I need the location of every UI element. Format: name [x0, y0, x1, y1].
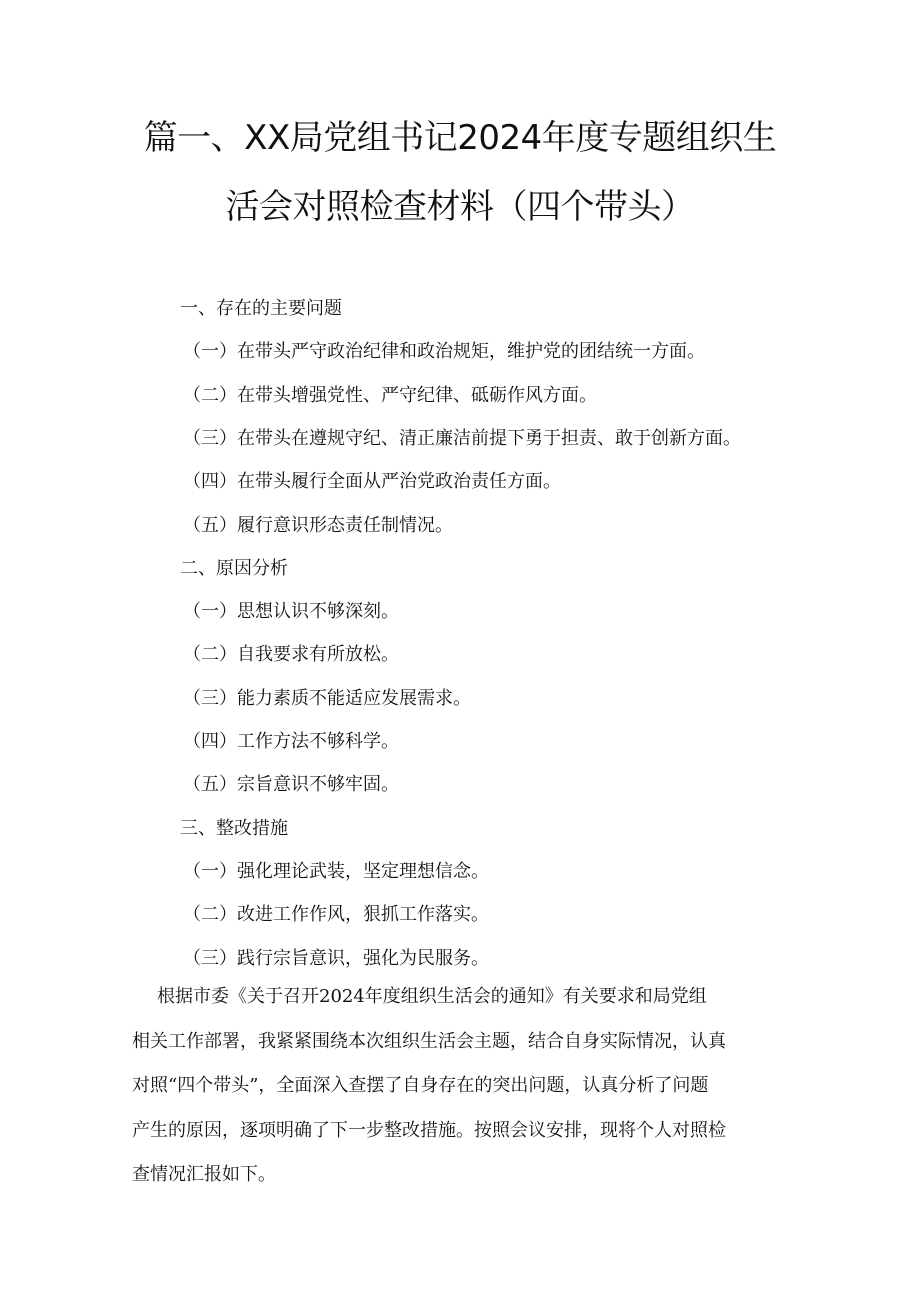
outline-item: （四）工作方法不够科学。 [183, 731, 399, 752]
paragraph-line: 产生的原因，逐项明确了下一步整改措施。按照会议安排，现将个人对照检 [132, 1119, 726, 1141]
paragraph-line: 根据市委《关于召开2024年度组织生活会的通知》有关要求和局党组 [121, 986, 707, 1007]
outline-item: （三）在带头在遵规守纪、清正廉洁前提下勇于担责、敢于创新方面。 [183, 427, 741, 449]
section-heading: 一、存在的主要问题 [180, 298, 342, 319]
document-title-line-2: 活会对照检查材料（四个带头） [225, 187, 695, 227]
paragraph-line: 相关工作部署，我紧紧围绕本次组织生活会主题，结合自身实际情况，认真 [132, 1030, 726, 1052]
outline-item: （二）自我要求有所放松。 [183, 644, 399, 666]
outline-item: （一）思想认识不够深刻。 [183, 601, 399, 623]
document-title-line-1: 篇一、XX局党组书记2024年度专题组织生 [143, 118, 777, 158]
section-heading: 三、整改措施 [180, 817, 288, 839]
outline-item: （三）能力素质不能适应发展需求。 [183, 687, 471, 709]
outline-item: （三）践行宗旨意识，强化为民服务。 [183, 947, 489, 969]
outline-item: （五）履行意识形态责任制情况。 [183, 514, 453, 536]
paragraph-line: 查情况汇报如下。 [132, 1164, 276, 1185]
outline-item: （二）在带头增强党性、严守纪律、砥砺作风方面。 [183, 384, 597, 406]
outline-item: （二）改进工作作风，狠抓工作落实。 [183, 904, 489, 926]
paragraph-line: 对照“四个带头”，全面深入查摆了自身存在的突出问题，认真分析了问题 [132, 1075, 709, 1096]
outline-item: （四）在带头履行全面从严治党政治责任方面。 [183, 471, 561, 493]
section-heading: 二、原因分析 [180, 557, 288, 579]
outline-item: （五）宗旨意识不够牢固。 [183, 774, 399, 796]
outline-item: （一）强化理论武装，坚定理想信念。 [183, 860, 489, 882]
outline-item: （一）在带头严守政治纪律和政治规矩，维护党的团结统一方面。 [183, 341, 705, 363]
